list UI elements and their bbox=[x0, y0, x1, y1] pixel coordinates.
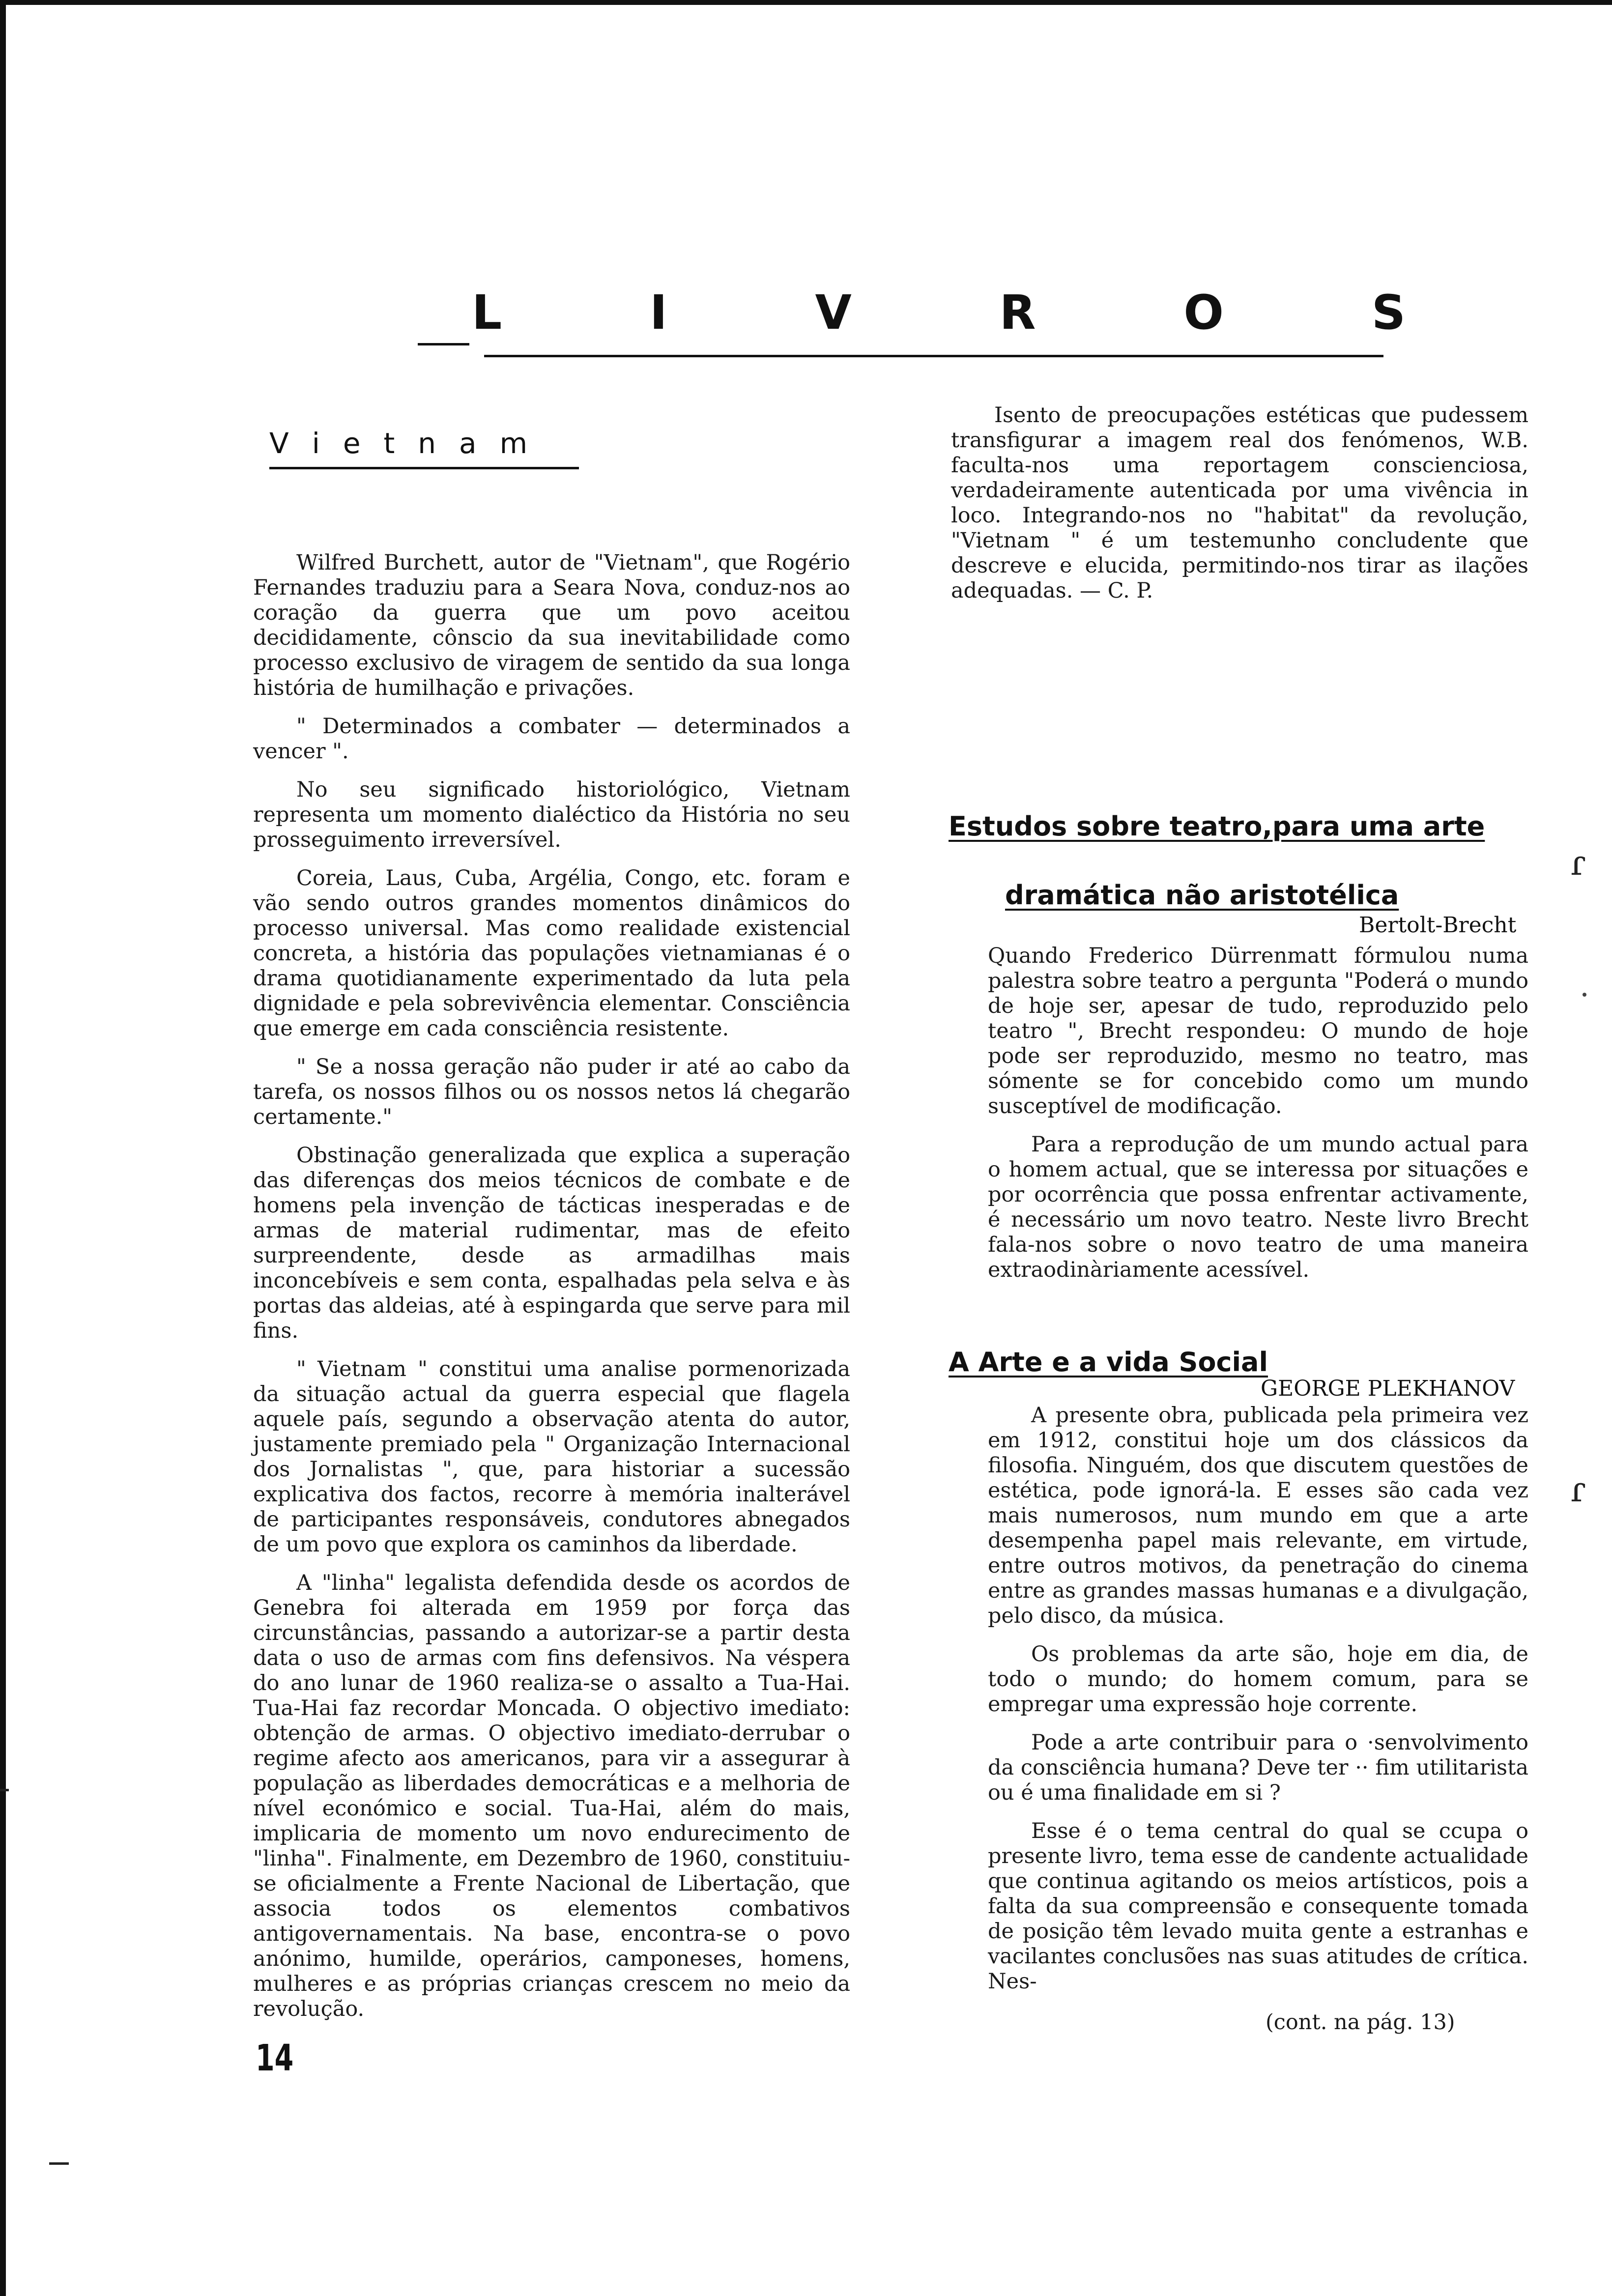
paragraph: Quando Frederico Dürrenmatt fórmulou numa palestra sobre teatro a pergunta "Poderá o mundo de hoje ser, apesar de tudo, reproduzido pelo teatro ", Brecht respondeu: O mundo de hoje pode ser reproduzido, mesmo no teatro, mas sómente se for concebido como um mundo susceptível de modificação. bbox=[988, 944, 1528, 1119]
scan-dot bbox=[1583, 993, 1586, 997]
header-letter: L bbox=[472, 285, 502, 340]
header-letter: O bbox=[1183, 285, 1224, 340]
paragraph: Para a reprodução de um mundo actual para o homem actual, que se interessa por situações e por ocorrência que possa enfrentar activamente, é necessário um novo teatro. Neste livro Brecht fala-nos sobre o novo teatro de uma maneira extraodinàriamente acessível. bbox=[988, 1132, 1528, 1282]
article-title-plekhanov: A Arte e a vida Social bbox=[949, 1347, 1268, 1378]
article-title-vietnam: V i e t n a m bbox=[269, 427, 528, 460]
header-rule bbox=[418, 343, 469, 345]
section-header-livros bbox=[472, 285, 1406, 340]
article-author: Bertolt-Brecht bbox=[1359, 913, 1517, 938]
header-letter: I bbox=[650, 285, 667, 340]
vietnam-article-body bbox=[253, 550, 850, 2035]
paragraph: Esse é o tema central do qual se ccupa o presente livro, tema esse de candente actualidade que continua agitando os meios artísticos, pois a falta da sua compreensão e consequente tomada de posição têm levado muita gente a estranhas e vacilantes conclusões nas suas atitudes de crítica. Nes- bbox=[988, 1819, 1528, 1994]
paragraph: A "linha" legalista defendida desde os acordos de Genebra foi alterada em 1959 por força das circunstâncias, passando a autorizar-se a partir desta data o uso de armas com fins defensivos. Na véspera do ano lunar de 1960 realiza-se o assalto a Tua-Hai. Tua-Hai faz recordar Moncada. O objectivo imediato: obtenção de armas. O objectivo imediato-derrubar o regime afecto aos americanos, para vir a assegurar à população as liberdades democráticas e a melhoria de nível económico e social. Tua-Hai, além do mais, implicaria de momento um novo endurecimento de "linha". Finalmente, em Dezembro de 1960, constituiu-se oficialmente a Frente Nacional de Libertação, que associa todos os elementos combativos antigovernamentais. Na base, encontra-se o povo anónimo, humilde, operários, camponeses, homens, mulheres e as próprias crianças crescem no meio da revolução. bbox=[253, 1571, 850, 2021]
article-title-brecht-line1: Estudos sobre teatro,para uma arte bbox=[949, 811, 1485, 842]
header-letter: S bbox=[1371, 285, 1406, 340]
vietnam-article-continuation bbox=[951, 403, 1528, 617]
scan-mark bbox=[0, 1789, 9, 1791]
continuation-note: (cont. na pág. 13) bbox=[1266, 2010, 1455, 2035]
article-title-brecht-line2: dramática não aristotélica bbox=[1005, 880, 1399, 911]
paragraph: Isento de preocupações estéticas que pudessem transfigurar a imagem real dos fenómenos, W.B. faculta-nos uma reportagem conscienciosa, verdadeiramente autenticada por uma vivência in loco. Integrando-nos no "habitat" da revolução, "Vietnam " é um testemunho concludente que descreve e elucida, permitindo-nos tirar as ilações adequadas. — C. P. bbox=[951, 403, 1528, 603]
paragraph: A presente obra, publicada pela primeira vez em 1912, constitui hoje um dos clássicos da filosofia. Ninguém, dos que discutem questões de estética, pode ignorá-la. E esses são cada vez mais numerosos, num mundo em que a arte desempenha papel mais relevante, em virtude, entre outros motivos, da penetração do cinema entre as grandes massas humanas e a divulgação, pelo disco, da música. bbox=[988, 1403, 1528, 1628]
scan-border-top bbox=[0, 0, 1612, 5]
page-number: 14 bbox=[256, 2037, 294, 2079]
paragraph: " Determinados a combater — determinados a vencer ". bbox=[253, 714, 850, 764]
paragraph: Obstinação generalizada que explica a superação das diferenças dos meios técnicos de combate e de homens pela invenção de tácticas inesperadas e de armas de material rudimentar, mas de efeito surpreendente, desde as armadilhas mais inconcebíveis e sem conta, espalhadas pela selva e às portas das aldeias, até à espingarda que serve para mil fins. bbox=[253, 1143, 850, 1343]
paragraph: Wilfred Burchett, autor de "Vietnam", que Rogério Fernandes traduziu para a Seara Nova, conduz-nos ao coração da guerra que um povo aceitou decididamente, cônscio da sua inevitabilidade como processo exclusivo de viragem de sentido da sua longa história de humilhação e privações. bbox=[253, 550, 850, 700]
brecht-article-body bbox=[988, 944, 1528, 1296]
article-author: GEORGE PLEKHANOV bbox=[1261, 1376, 1515, 1401]
paragraph: Os problemas da arte são, hoje em dia, de todo o mundo; do homem comum, para se empregar uma expressão hoje corrente. bbox=[988, 1642, 1528, 1717]
scan-mark bbox=[49, 2162, 69, 2165]
paragraph: Pode a arte contribuir para o ·senvolvimento da consciência humana? Deve ter ·· fim utilitarista ou é uma finalidade em si ? bbox=[988, 1730, 1528, 1805]
paragraph: Coreia, Laus, Cuba, Argélia, Congo, etc. foram e vão sendo outros grandes momentos dinâmicos do processo universal. Mas como realidade existencial concreta, a história das populações vietnamianas é o drama quotidianamente experimentado da luta pela dignidade e pela sobrevivência elementar. Consciência que emerge em cada consciência resistente. bbox=[253, 866, 850, 1041]
paragraph: " Vietnam " constitui uma analise pormenorizada da situação actual da guerra especial que flagela aquele país, segundo a observação atenta do autor, justamente premiado pela " Organização Internacional dos Jornalistas ", que, para historiar a sucessão explicativa dos factos, recorre à memória inalterável de participantes responsáveis, condutores abnegados de um povo que explora os caminhos da liberdade. bbox=[253, 1357, 850, 1557]
plekhanov-article-body bbox=[988, 1403, 1528, 2008]
header-letter: V bbox=[815, 285, 852, 340]
header-rule bbox=[484, 355, 1383, 357]
scan-border-left bbox=[0, 0, 6, 2296]
margin-mark-icon: ɾ bbox=[1570, 1469, 1586, 1510]
header-letter: R bbox=[999, 285, 1036, 340]
paragraph: No seu significado historiológico, Vietnam representa um momento dialéctico da História no seu prosseguimento irreversível. bbox=[253, 777, 850, 852]
paragraph: " Se a nossa geração não puder ir até ao cabo da tarefa, os nossos filhos ou os nossos netos lá chegarão certamente." bbox=[253, 1055, 850, 1129]
title-underline bbox=[269, 467, 579, 469]
margin-mark-icon: ɾ bbox=[1570, 843, 1586, 883]
